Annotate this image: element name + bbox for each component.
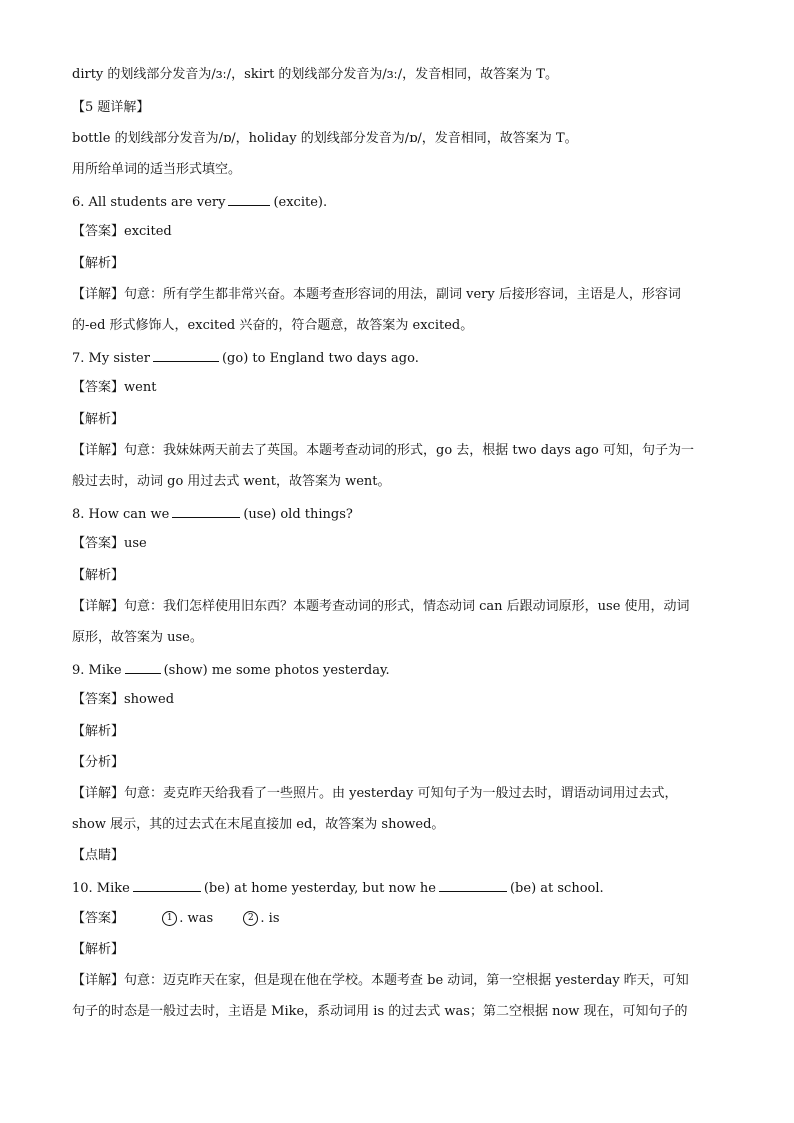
circled-number: 1	[162, 911, 177, 926]
detail-line: 句子的时态是一般过去时，主语是 Mike，系动词用 is 的过去式 was；第二空根据 now 现在，可知句子的	[72, 1004, 688, 1019]
question-text: 6. All students are very	[72, 195, 226, 210]
answer-text: . was	[179, 911, 214, 926]
detail-line: 【详解】句意：所有学生都非常兴奋。本题考查形容词的用法，副词 very 后接形容词，主语是人，形容词	[72, 287, 681, 302]
text-line: bottle 的划线部分发音为/ɒ/，holiday 的划线部分发音为/ɒ/，发音相同，故答案为 T。	[72, 131, 578, 146]
answer-line: 【答案】excited	[72, 224, 172, 239]
answer-blank	[228, 193, 270, 206]
answer-blank	[125, 661, 161, 674]
question-text: 10. Mike	[72, 881, 130, 896]
analysis-label: 【解析】	[72, 724, 125, 739]
question-8	[72, 505, 732, 523]
detail-line: 般过去时，动词 go 用过去式 went，故答案为 went。	[72, 474, 391, 489]
analysis-label: 【解析】	[72, 256, 125, 271]
highlight-label: 【点睛】	[72, 848, 125, 863]
answer-text: . is	[260, 911, 280, 926]
answer-label: 【答案】	[72, 911, 125, 926]
question-hint: (use) old things?	[243, 507, 353, 522]
detail-line: 原形，故答案为 use。	[72, 630, 203, 645]
question-text: 7. My sister	[72, 351, 150, 366]
question-hint: (go) to England two days ago.	[221, 351, 419, 366]
answer-blank	[439, 879, 507, 892]
detail-line: 【详解】句意：迈克昨天在家，但是现在他在学校。本题考查 be 动词，第一空根据 yesterday 昨天，可知	[72, 973, 689, 988]
question-hint: (be) at school.	[509, 881, 604, 896]
answer-blank	[172, 505, 240, 518]
answer-blank	[133, 879, 201, 892]
instruction-line: 用所给单词的适当形式填空。	[72, 162, 242, 177]
question-10	[72, 879, 732, 897]
question-text: (be) at home yesterday, but now he	[203, 881, 436, 896]
answer-line: 【答案】showed	[72, 692, 175, 707]
analysis-label: 【解析】	[72, 568, 125, 583]
analysis-sub-label: 【分析】	[72, 755, 125, 770]
text-line: dirty 的划线部分发音为/ɜː/，skirt 的划线部分发音为/ɜː/，发音相同，故答案为 T。	[72, 67, 558, 82]
detail-line: 的-ed 形式修饰人，excited 兴奋的，符合题意，故答案为 excited。	[72, 318, 474, 333]
answer-line	[72, 911, 732, 927]
detail-line: 【详解】句意：我妹妹两天前去了英国。本题考查动词的形式，go 去，根据 two days ago 可知，句子为一	[72, 443, 694, 458]
question-hint: (show) me some photos yesterday.	[163, 663, 390, 678]
answer-line: 【答案】use	[72, 536, 147, 551]
detail-line: 【详解】句意：麦克昨天给我看了一些照片。由 yesterday 可知句子为一般过去时，谓语动词用过去式，	[72, 786, 678, 801]
detail-line: 【详解】句意：我们怎样使用旧东西？本题考查动词的形式，情态动词 can 后跟动词原形，use 使用，动词	[72, 599, 690, 614]
answer-blank	[153, 349, 219, 362]
question-7	[72, 349, 732, 367]
question-6	[72, 193, 732, 211]
question-text: 9. Mike	[72, 663, 122, 678]
question-text: 8. How can we	[72, 507, 170, 522]
answer-line: 【答案】went	[72, 380, 157, 395]
question-9	[72, 661, 732, 679]
detail-line: show 展示，其的过去式在末尾直接加 ed，故答案为 showed。	[72, 817, 445, 832]
circled-number: 2	[243, 911, 258, 926]
analysis-label: 【解析】	[72, 412, 125, 427]
section-heading: 【5 题详解】	[72, 100, 150, 115]
analysis-label: 【解析】	[72, 942, 125, 957]
question-hint: (excite).	[273, 195, 328, 210]
